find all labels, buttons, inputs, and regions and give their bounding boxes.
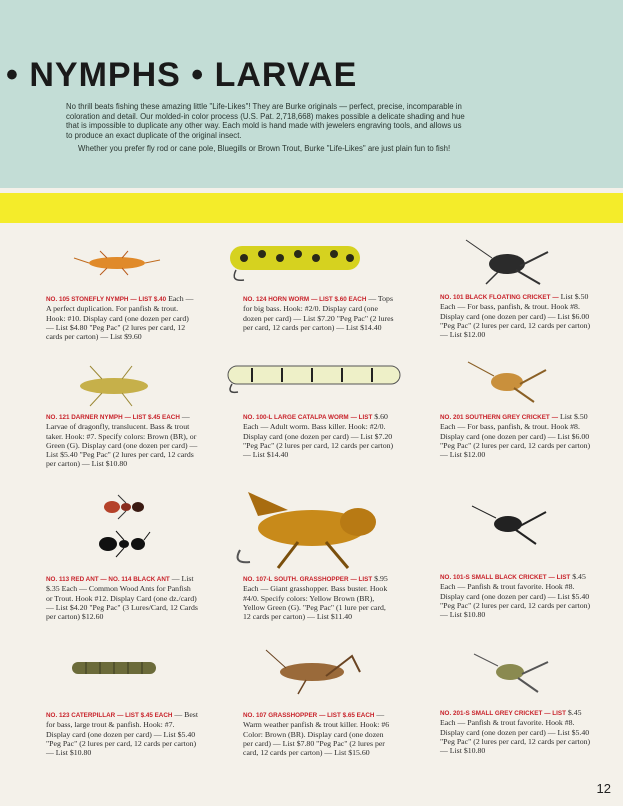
darner-nymph-image <box>62 364 162 408</box>
item-heading: NO. 101 BLACK FLOATING CRICKET <box>440 294 551 301</box>
item-heading: NO. 107-L SOUTH. GRASSHOPPER <box>243 576 349 583</box>
item-101 <box>440 292 592 339</box>
caterpillar-image <box>66 656 162 680</box>
black-floating-cricket-image <box>462 236 552 286</box>
item-heading: NO. 201-S SMALL GREY CRICKET <box>440 710 543 717</box>
grasshopper-image <box>262 646 366 696</box>
item-body: — Tops for big bass. Hook: #2/0. Display card (one dozen per card) — List $7.20 "Peg Pac" (2 lures per card, 12 cards per carton) — List $14.40 <box>243 294 394 332</box>
item-heading: NO. 101-S SMALL BLACK CRICKET <box>440 574 547 581</box>
item-107 <box>243 710 395 757</box>
item-heading: NO. 201 SOUTHERN GREY CRICKET <box>440 414 550 421</box>
giant-grasshopper-image <box>228 480 406 570</box>
item-body: — Best for bass, large trout & panfish. Hook: #7. Display card (one dozen per card) — List $5.40 "Peg Pac" (2 lures per card, 12 cards per carton) — List $10.80 <box>46 710 198 758</box>
item-list-price: — LIST <box>350 576 373 583</box>
item-101-s <box>440 572 592 619</box>
item-body: — Warm weather panfish & trout killer. Hook: #6 Color: Brown (BR). Display card (one dozen per card) — List $7.80 "Peg Pac" (2 lures per card, 12 cards per carton) — List $15.60 <box>243 710 390 758</box>
item-body: — List $.35 Each — Common Wood Ants for Panfish or Trout. Hook #12. Display Card (one dz./card) — List $4.20 "Peg Pac" (3 Lures/Card, 12 Cards per carton) $12.60 <box>46 574 198 622</box>
page-title: • NYMPHS • LARVAE <box>6 56 358 94</box>
small-grey-cricket-image <box>468 650 552 694</box>
item-113-114 <box>46 574 198 621</box>
item-list-price: — <box>551 414 558 421</box>
item-body: $.45 Each — Panfish & trout favorite. Hook #8. Display card (one dozen per card) — List $5.40 "Peg Pac" (2 lures per card, 12 cards per carton) — List $10.80 <box>440 708 591 756</box>
item-list-price: — LIST $.65 EACH <box>319 712 375 719</box>
small-black-cricket-image <box>466 500 550 546</box>
item-heading: NO. 107 GRASSHOPPER <box>243 712 318 719</box>
yellow-band <box>0 193 623 223</box>
item-list-price: — LIST $.45 EACH <box>117 712 173 719</box>
item-heading: NO. 105 STONEFLY NYMPH <box>46 296 129 303</box>
item-list-price: — LIST $.40 <box>130 296 167 303</box>
item-201 <box>440 412 592 459</box>
item-list-price: — LIST $.45 EACH <box>124 414 180 421</box>
item-heading: NO. 124 HORN WORM <box>243 296 310 303</box>
intro-paragraph-2: Whether you prefer fly rod or cane pole, Bluegills or Brown Trout, Burke "Life-Likes" are just plain fun to fish! <box>78 144 451 154</box>
catalpa-worm-image <box>212 356 412 394</box>
intro-text <box>66 102 466 158</box>
item-body: List $.50 Each — For bass, panfish, & trout. Hook #8. Display card (one dozen per card) — List $6.00 "Peg Pac" (2 lures per card, 12 cards per carton) — List $12.00 <box>440 412 591 460</box>
item-123 <box>46 710 198 757</box>
item-heading: NO. 100-L LARGE CATALPA WORM <box>243 414 349 421</box>
item-list-price: — LIST <box>544 710 566 717</box>
item-121 <box>46 412 198 469</box>
item-list-price: — LIST <box>350 414 373 421</box>
item-body: $.95 Each — Giant grasshopper. Bass buster. Hook #4/0. Specify colors: Yellow Brown (BR), Yellow Green (G). "Peg Pac" (1 lure per card, 12 cards per carton) — List $11.40 <box>243 574 388 622</box>
item-heading: NO. 113 RED ANT — NO. 114 BLACK ANT <box>46 576 170 583</box>
item-201-s <box>440 708 592 755</box>
horn-worm-image <box>222 234 372 284</box>
page-number: 12 <box>596 781 611 796</box>
item-body: $.45 Each — Panfish & trout favorite. Hook #8. Display card (one dozen per card) — List $5.40 "Peg Pac" (2 lures per card, 12 cards per carton) — List $10.80 <box>440 572 591 620</box>
item-100-l <box>243 412 395 459</box>
item-body: Each — A perfect duplication. For panfish & trout. Hook: #10. Display card (one dozen per card) — List $4.80 "Peg Pac" (2 lures per card, 12 cards per carton) — List $9.60 <box>46 294 194 342</box>
item-list-price: — <box>552 294 559 301</box>
black-ant-image <box>92 530 152 558</box>
red-ant-image <box>96 494 152 520</box>
item-list-price: — LIST <box>548 574 571 581</box>
item-list-price: — LIST $.60 EACH <box>311 296 367 303</box>
intro-paragraph-1: No thrill beats fishing these amazing little "Life-Likes"! They are Burke originals — perfect, precise, incomparable in coloration and detail. Our molded-in color process (U.S. Pat. 2,718,668) makes possible a delicate shading and hue that is impossible to duplicate any other way. Each mold is hand made with jewelers engraving tools, and allows us to produce an exact duplicate of the original insect. <box>66 102 465 140</box>
item-body: — Larvae of dragonfly, translucent. Bass & trout taker. Hook: #7. Specify colors: Brown (BR), or Green (G). Display card (one dozen per card) — List $5.40 "Peg Pac" (2 lures per card, 12 cards per carton) — List $10.80 <box>46 412 198 469</box>
item-heading: NO. 123 CATERPILLAR <box>46 712 116 719</box>
item-105 <box>46 294 198 341</box>
item-124 <box>243 294 395 332</box>
southern-grey-cricket-image <box>462 356 552 404</box>
item-body: List $.50 Each — For bass, panfish, & trout. Hook #8. Display card (one dozen per card) — List $6.00 "Peg Pac" (2 lures per card, 12 cards per carton) — List $12.00 <box>440 292 591 340</box>
item-heading: NO. 121 DARNER NYMPH <box>46 414 123 421</box>
item-body: $.60 Each — Adult worm. Bass killer. Hook: #2/0. Display card (one dozen per card) — List $7.20 "Peg Pac" (2 lures per card, 12 cards per carton) — List $14.40 <box>243 412 394 460</box>
item-107-l <box>243 574 395 621</box>
stonefly-nymph-image <box>72 250 162 276</box>
